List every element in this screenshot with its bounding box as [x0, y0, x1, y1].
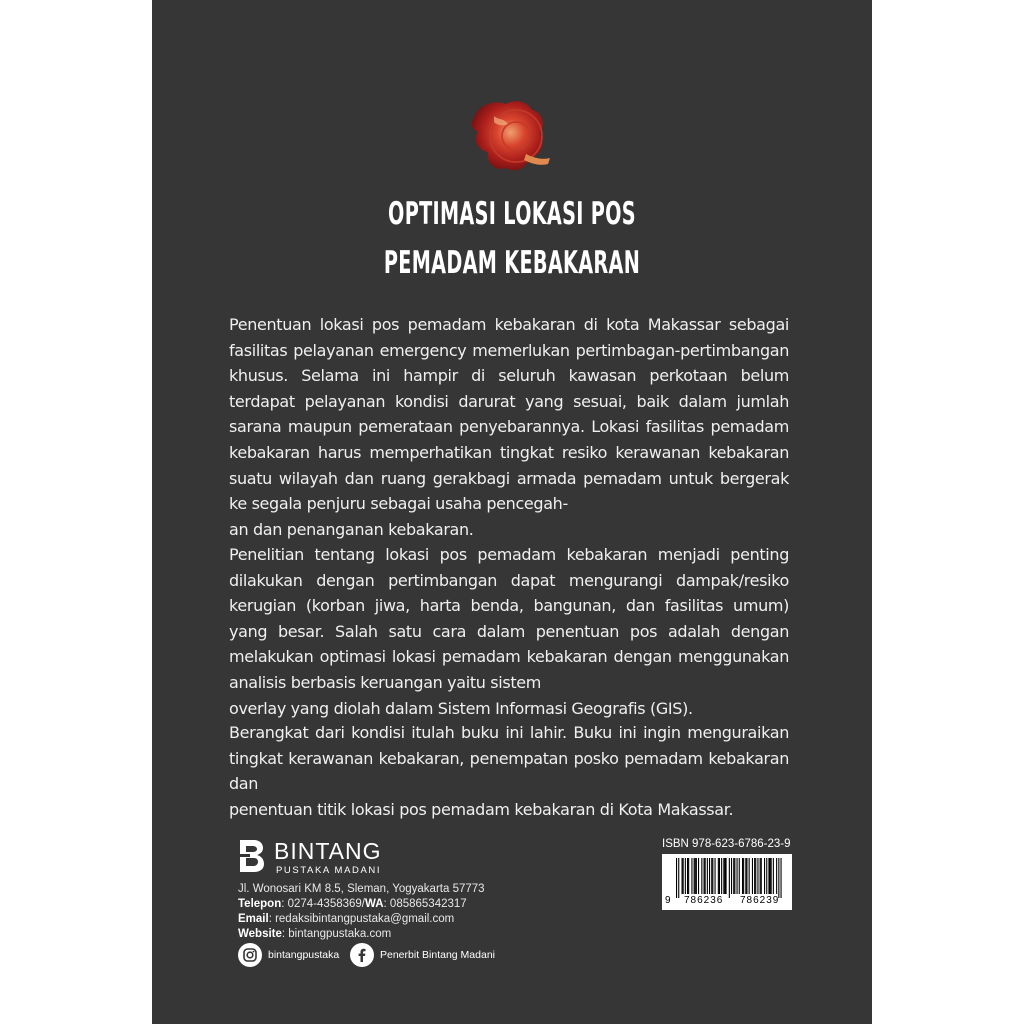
publisher-logo-icon — [238, 838, 266, 874]
publisher-email — [238, 912, 485, 927]
synopsis-paragraph-3 — [229, 720, 789, 822]
email-label: Email — [238, 913, 269, 925]
website-label: Website — [238, 928, 282, 940]
phone-label: Telepon — [238, 898, 282, 910]
book-title-line-2: PEMADAM KEBAKARAN — [383, 245, 641, 281]
isbn-barcode — [662, 854, 792, 910]
publisher-subtitle: PUSTAKA MADANI — [276, 865, 382, 876]
synopsis-paragraph-2 — [229, 542, 789, 721]
publisher-website — [238, 927, 485, 942]
fire-emblem-icon — [464, 96, 560, 178]
barcode-digits-left: 786236 — [684, 895, 724, 906]
synopsis-paragraph-2-text: Penelitian tentang lokasi pos pemadam kebakaran menjadi penting dilakukan dengan pertimbangan dapat mengurangi dampak/resiko kerugian (korban jiwa, harta benda, bangunan, dan fasilitas umum) yang besar. Salah satu cara dalam penentuan pos adalah dengan melakukan optimasi lokasi pemadam kebakaran dengan menggunakan analisis berbasis keruangan yaitu sistem — [229, 545, 789, 692]
website-value: : bintangpustaka.com — [281, 928, 392, 940]
publisher-name: BINTANG — [274, 838, 382, 864]
phone-value: : 0274-4358369/ — [281, 898, 366, 910]
wa-label: WA — [365, 898, 384, 910]
instagram-handle — [238, 942, 339, 968]
facebook-page-text: Penerbit Bintang Madani — [380, 949, 495, 961]
barcode-digit-first: 9 — [665, 895, 671, 906]
isbn-label: ISBN 978-623-6786-23-9 — [662, 838, 791, 850]
barcode-digits-right: 786239 — [740, 895, 780, 906]
wa-value: : 085865342317 — [383, 898, 467, 910]
email-value: : redaksibintangpustaka@gmail.com — [268, 913, 455, 925]
synopsis-paragraph-3-last-line: penentuan titik lokasi pos pemadam kebakaran di Kota Makassar. — [229, 799, 734, 819]
facebook-page — [350, 942, 495, 968]
synopsis-paragraph-1-text: Penentuan lokasi pos pemadam kebakaran di kota Makassar sebagai fasilitas pelayanan emergency memerlukan pertimbagan-pertimbangan khusus. Selama ini hampir di seluruh kawasan perkotaan belum terdapat pelayanan kondisi darurat yang sesuai, baik dalam jumlah sarana maupun pemerataan penyebarannya. Lokasi fasilitas pemadam kebakaran harus memperhatikan tingkat resiko kerawanan kebakaran suatu wilayah dan ruang gerakbagi armada pemadam untuk bergerak ke segala penjuru sebagai usaha pencegah- — [229, 315, 789, 514]
synopsis-paragraph-1-last-line: an dan penanganan kebakaran. — [229, 519, 474, 539]
synopsis-paragraph-1 — [229, 312, 789, 542]
barcode-icon — [662, 854, 792, 898]
instagram-handle-text: bintangpustaka — [268, 949, 340, 961]
book-title-line-1: OPTIMASI LOKASI POS — [388, 196, 636, 232]
barcode-digits — [662, 895, 792, 908]
publisher-contact — [238, 882, 485, 942]
publisher-address: Jl. Wonosari KM 8.5, Sleman, Yogyakarta 57773 — [238, 883, 485, 895]
synopsis-paragraph-2-last-line: overlay yang diolah dalam Sistem Informasi Geografis (GIS). — [229, 698, 693, 718]
facebook-icon — [350, 943, 374, 967]
synopsis-paragraph-3-text: Berangkat dari kondisi itulah buku ini lahir. Buku ini ingin menguraikan tingkat kerawanan kebakaran, penempatan posko pemadam kebakaran dan — [229, 723, 789, 794]
publisher-phone — [238, 897, 485, 912]
book-back-cover — [152, 0, 872, 1024]
instagram-icon — [238, 943, 262, 967]
